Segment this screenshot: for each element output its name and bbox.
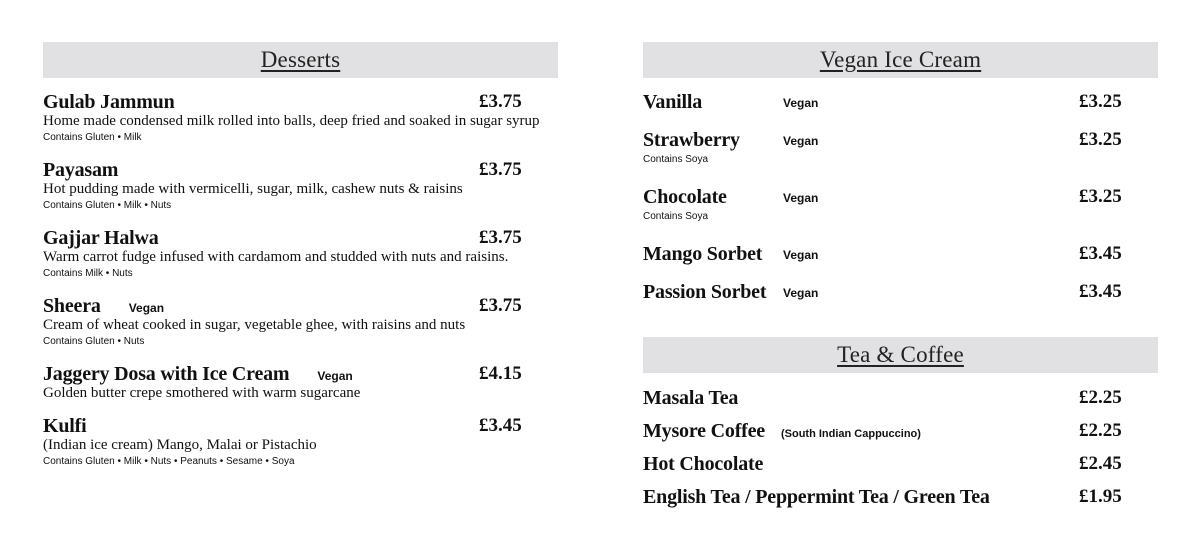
ice-cream-name: Passion Sorbet	[643, 281, 767, 303]
drink-price: £2.45	[1079, 453, 1122, 474]
dessert-item-jaggery-dosa	[43, 363, 558, 402]
drink-price: £2.25	[1079, 420, 1122, 441]
vegan-tag: Vegan	[783, 134, 819, 148]
drink-item-mysore-coffee	[643, 420, 1158, 453]
drink-name: Masala Tea	[643, 387, 739, 409]
ice-cream-item-strawberry	[643, 129, 1158, 186]
ice-cream-name: Chocolate	[643, 186, 727, 208]
dessert-item-payasam	[43, 159, 558, 214]
vegan-tag: Vegan	[783, 248, 819, 262]
drink-price: £1.95	[1079, 486, 1122, 507]
drink-item-hot-chocolate	[643, 453, 1158, 486]
dessert-price: £3.75	[479, 91, 522, 112]
desserts-section	[43, 42, 558, 483]
dessert-price: £3.75	[479, 227, 522, 248]
dessert-allergens: Contains Gluten • Milk	[43, 132, 142, 143]
drink-item-masala-tea	[643, 387, 1158, 420]
tea-coffee-list	[643, 387, 1158, 519]
drink-note: (South Indian Cappuccino)	[780, 428, 921, 440]
dessert-description: Hot pudding made with vermicelli, sugar, milk, cashew nuts & raisins	[43, 181, 463, 197]
dessert-description: Home made condensed milk rolled into balls, deep fried and soaked in sugar syrup	[43, 113, 540, 129]
drink-item-english-tea	[643, 486, 1158, 519]
dessert-name: Gulab Jammun	[43, 91, 175, 113]
ice-cream-price: £3.25	[1079, 91, 1122, 112]
dessert-name: Jaggery Dosa with Ice Cream	[43, 363, 290, 385]
dessert-allergens: Contains Milk • Nuts	[43, 268, 133, 279]
ice-cream-item-mango-sorbet	[643, 243, 1158, 281]
dessert-description: Warm carrot fudge infused with cardamom and studded with nuts and raisins.	[43, 249, 509, 265]
ice-cream-item-passion-sorbet	[643, 281, 1158, 307]
ice-cream-list	[643, 91, 1158, 307]
ice-cream-price: £3.25	[1079, 186, 1122, 207]
tea-coffee-title: Tea & Coffee	[837, 342, 964, 367]
dessert-price: £4.15	[479, 363, 522, 384]
ice-cream-allergens: Contains Soya	[643, 154, 709, 165]
dessert-item-kulfi	[43, 415, 558, 470]
desserts-list	[43, 91, 558, 470]
drink-name: English Tea / Peppermint Tea / Green Tea	[643, 486, 990, 508]
drink-name: Hot Chocolate	[643, 453, 764, 475]
ice-cream-name: Vanilla	[643, 91, 703, 113]
vegan-tag: Vegan	[783, 96, 819, 110]
dessert-price: £3.75	[479, 159, 522, 180]
dessert-allergens: Contains Gluten • Milk • Nuts • Peanuts • Sesame • Soya	[43, 456, 295, 467]
desserts-header	[43, 42, 558, 78]
dessert-price: £3.75	[479, 295, 522, 316]
dessert-description: Cream of wheat cooked in sugar, vegetable ghee, with raisins and nuts	[43, 317, 466, 333]
dessert-allergens: Contains Gluten • Milk • Nuts	[43, 200, 172, 211]
vegan-tag: Vegan	[783, 191, 819, 205]
dessert-name: Gajjar Halwa	[43, 227, 159, 249]
dessert-description: Golden butter crepe smothered with warm sugarcane	[43, 385, 361, 401]
ice-cream-item-chocolate	[643, 186, 1158, 243]
dessert-name: Payasam	[43, 159, 119, 181]
ice-cream-price: £3.45	[1079, 281, 1122, 302]
ice-cream-name: Strawberry	[643, 129, 740, 151]
dessert-name: Kulfi	[43, 415, 87, 437]
vegan-tag: Vegan	[783, 286, 819, 300]
drink-name: Mysore Coffee	[643, 420, 765, 442]
dessert-price: £3.45	[479, 415, 522, 436]
dessert-name: Sheera	[43, 295, 101, 317]
ice-cream-name: Mango Sorbet	[643, 243, 763, 265]
dessert-item-gulab-jammun	[43, 91, 558, 146]
tea-coffee-header	[643, 337, 1158, 373]
right-column	[643, 42, 1158, 519]
dessert-item-gajjar-halwa	[43, 227, 558, 282]
dessert-allergens: Contains Gluten • Nuts	[43, 336, 145, 347]
ice-cream-allergens: Contains Soya	[643, 211, 709, 222]
vegan-tag: Vegan	[128, 301, 165, 315]
ice-cream-title: Vegan Ice Cream	[819, 47, 982, 72]
ice-cream-header	[643, 42, 1158, 78]
drink-price: £2.25	[1079, 387, 1122, 408]
ice-cream-item-vanilla	[643, 91, 1158, 129]
dessert-description: (Indian ice cream) Mango, Malai or Pistachio	[43, 437, 317, 453]
ice-cream-price: £3.45	[1079, 243, 1122, 264]
desserts-title: Desserts	[260, 47, 341, 72]
vegan-tag: Vegan	[317, 369, 353, 383]
ice-cream-price: £3.25	[1079, 129, 1122, 150]
dessert-item-sheera	[43, 295, 558, 350]
